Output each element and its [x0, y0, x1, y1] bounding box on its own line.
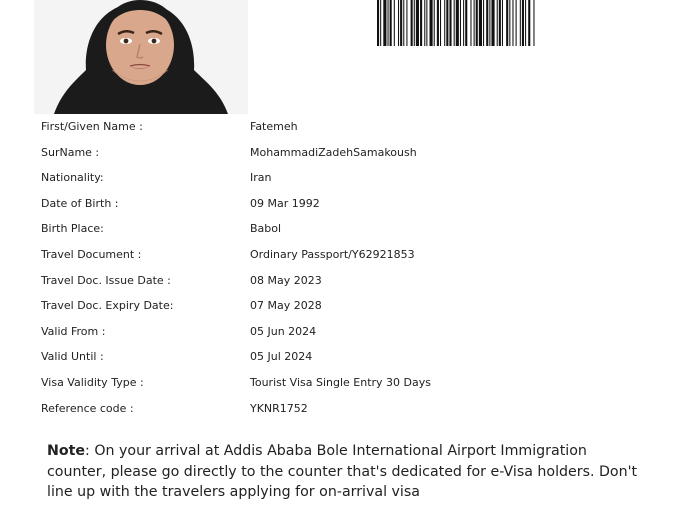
field-label: Travel Document :	[41, 248, 142, 261]
barcode-bar	[479, 0, 482, 46]
barcode-bar	[456, 0, 459, 46]
field-value: Ordinary Passport/Y62921853	[250, 248, 415, 261]
field-value: 05 Jul 2024	[250, 350, 313, 364]
field-row	[0, 293, 678, 318]
field-value: 07 May 2028	[250, 299, 322, 313]
field-label: Travel Doc. Expiry Date:	[41, 299, 174, 313]
field-label: Nationality:	[41, 171, 104, 185]
barcode-bar	[454, 0, 455, 46]
barcode-bar	[380, 0, 381, 46]
barcode-bar	[506, 0, 508, 46]
field-label: Reference code :	[41, 401, 134, 415]
barcode-bar	[463, 0, 464, 46]
barcode-bar	[470, 0, 471, 46]
barcode-bar	[414, 0, 415, 46]
barcode-bar	[502, 0, 503, 46]
barcode-bar	[476, 0, 478, 46]
field-value: Tourist Visa Single Entry 30 Days	[250, 376, 432, 389]
barcode-bar	[483, 0, 484, 46]
field-row	[0, 319, 678, 344]
field-value: YKNR1752	[250, 401, 308, 415]
barcode-bar	[420, 0, 422, 46]
barcode-bar	[520, 0, 521, 46]
barcode-bar	[398, 0, 399, 46]
barcode-bar	[426, 0, 427, 46]
barcode-bar	[390, 0, 392, 46]
barcode-bar	[533, 0, 534, 46]
field-label: Travel Doc. Issue Date :	[41, 273, 171, 287]
field-label: Visa Validity Type :	[41, 376, 144, 389]
field-row	[0, 114, 678, 139]
field-row	[0, 268, 678, 293]
field-label: Date of Birth :	[41, 196, 119, 210]
barcode-bar	[406, 0, 407, 46]
field-row	[0, 242, 678, 267]
note-heading: Note	[47, 443, 86, 459]
arrival-note	[47, 441, 647, 503]
barcode-bar	[440, 0, 441, 46]
applicant-photo	[34, 0, 248, 114]
barcode-bar	[465, 0, 467, 46]
field-row	[0, 140, 678, 165]
field-label: SurName :	[41, 145, 100, 159]
barcode-bar	[403, 0, 404, 46]
field-row	[0, 396, 678, 421]
barcode-bar	[383, 0, 386, 46]
barcode-bar	[489, 0, 490, 46]
barcode-bar	[516, 0, 517, 46]
field-row	[0, 344, 678, 369]
barcode-bar	[388, 0, 389, 46]
barcode-bar	[434, 0, 435, 46]
field-label: Valid From :	[41, 324, 106, 338]
field-row	[0, 165, 678, 190]
note-text: : On your arrival at Addis Ababa Bole International Airport Immigration counter, please go directly to the counter that's dedicated for e-Visa holders. Don't line up with the travelers applying for on-arrival visa	[47, 443, 638, 500]
barcode-bar	[509, 0, 510, 46]
barcode-bar	[499, 0, 501, 46]
barcode-bar	[377, 0, 379, 46]
barcode-bar	[522, 0, 524, 46]
barcode-bar	[474, 0, 475, 46]
field-row	[0, 191, 678, 216]
barcode-bar	[449, 0, 451, 46]
barcode-bar	[525, 0, 526, 46]
barcode	[377, 0, 586, 46]
barcode-bar	[437, 0, 439, 46]
field-value: Iran	[250, 171, 272, 185]
field-label: Valid Until :	[41, 350, 104, 364]
barcode-bar	[486, 0, 488, 46]
field-label: First/Given Name :	[41, 120, 143, 133]
barcode-bar	[528, 0, 530, 46]
barcode-bar	[424, 0, 425, 46]
barcode-bar	[411, 0, 413, 46]
barcode-bar	[491, 0, 494, 46]
barcode-bar	[394, 0, 395, 46]
field-label: Birth Place:	[41, 222, 104, 236]
barcode-bar	[460, 0, 461, 46]
barcode-bar	[444, 0, 445, 46]
field-value: Fatemeh	[250, 120, 298, 133]
field-value: 09 Mar 1992	[250, 196, 320, 210]
field-value: 08 May 2023	[250, 273, 322, 287]
barcode-bar	[400, 0, 402, 46]
field-value: MohammadiZadehSamakoush	[250, 145, 417, 159]
field-value: Babol	[250, 222, 282, 236]
barcode-bar	[446, 0, 448, 46]
field-value: 05 Jun 2024	[250, 324, 317, 338]
field-row	[0, 216, 678, 241]
barcode-bar	[512, 0, 513, 46]
field-row	[0, 370, 678, 395]
barcode-bar	[497, 0, 498, 46]
barcode-bar	[430, 0, 433, 46]
barcode-bar	[416, 0, 419, 46]
